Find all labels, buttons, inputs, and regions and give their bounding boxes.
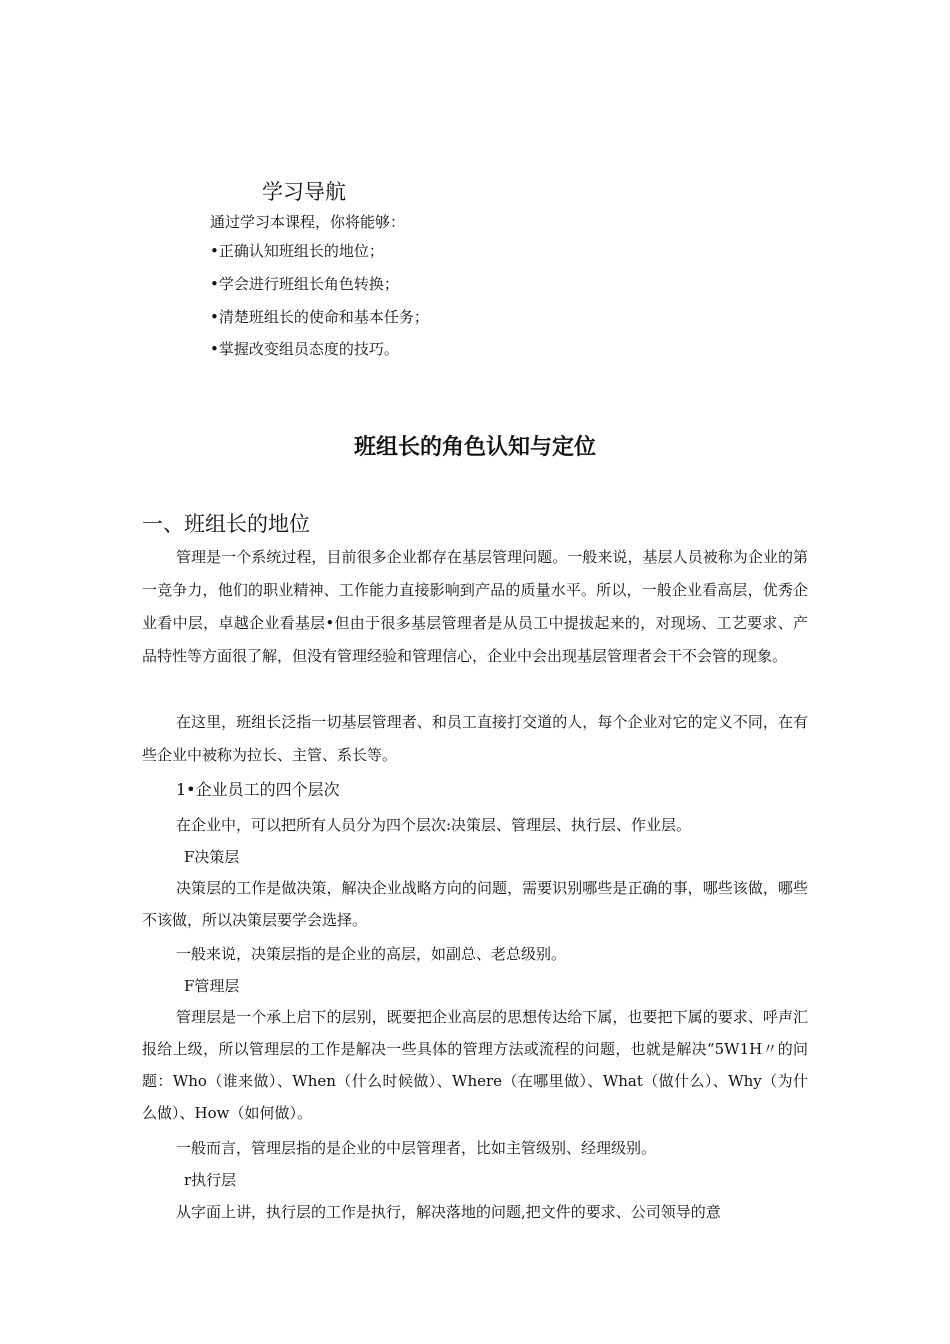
paragraph: 一般而言，管理层指的是企业的中层管理者，比如主管级别、经理级别。 bbox=[176, 1139, 657, 1157]
paragraph: 从字面上讲，执行层的工作是执行，解决落地的问题,把文件的要求、公司领导的意 bbox=[176, 1203, 721, 1221]
nav-item: •清楚班组长的使命和基本任务； bbox=[210, 308, 429, 326]
paragraph: 管理层是一个承上启下的层别，既要把企业高层的思想传达给下属，也要把下属的要求、呼声汇报给上级，所以管理层的工作是解决一些具体的管理方法或流程的问题，也就是解决“5W1H〃的问题：Who（谁来做）、When（什么时候做）、Where（在哪里做）、What（做什么）、Why（为什么做）、How（如何做）。 bbox=[142, 1008, 808, 1122]
nav-item: •学会进行班组长角色转换； bbox=[210, 275, 399, 293]
layer-heading: r执行层 bbox=[184, 1171, 237, 1189]
paragraph: 决策层的工作是做决策，解决企业战略方向的问题，需要识别哪些是正确的事，哪些该做，哪些不该做，所以决策层要学会选择。 bbox=[142, 879, 808, 929]
nav-item: •掌握改变组员态度的技巧。 bbox=[210, 340, 399, 358]
layer-heading: F决策层 bbox=[184, 848, 240, 866]
paragraph: 管理是一个系统过程，目前很多企业都存在基层管理问题。一般来说，基层人员被称为企业的第一竞争力，他们的职业精神、工作能力直接影响到产品的质量水平。所以，一般企业看高层，优秀企业看中层，卓越企业看基层•但由于很多基层管理者是从员工中提拔起来的，对现场、工艺要求、产品特性等方面很了解，但没有管理经验和管理信心，企业中会出现基层管理者会干不会管的现象。 bbox=[142, 548, 808, 665]
nav-title: 学习导航 bbox=[262, 180, 346, 204]
nav-intro: 通过学习本课程，你将能够： bbox=[210, 213, 406, 231]
paragraph: 在企业中，可以把所有人员分为四个层次:决策层、管理层、执行层、作业层。 bbox=[176, 816, 692, 834]
paragraph: 在这里，班组长泛指一切基层管理者、和员工直接打交道的人，每个企业对它的定义不同，在有些企业中被称为拉长、主管、系长等。 bbox=[142, 713, 808, 764]
document-title: 班组长的角色认知与定位 bbox=[353, 435, 596, 460]
section-heading: 一、班组长的地位 bbox=[142, 512, 310, 536]
subsection-heading: 1•企业员工的四个层次 bbox=[176, 780, 340, 799]
paragraph: 一般来说，决策层指的是企业的高层，如副总、老总级别。 bbox=[176, 945, 567, 963]
nav-item: •正确认知班组长的地位； bbox=[210, 242, 384, 260]
layer-heading: F管理层 bbox=[184, 977, 240, 995]
